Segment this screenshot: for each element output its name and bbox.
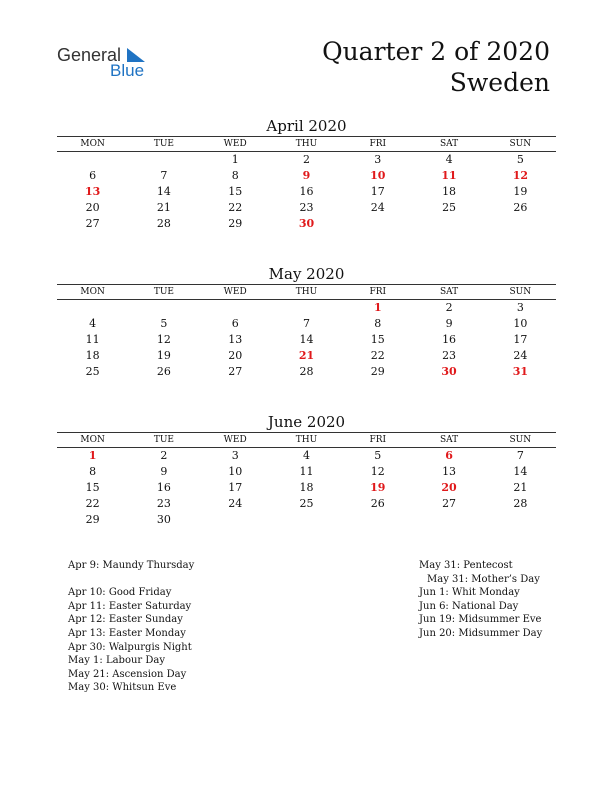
empty-day-cell: [271, 300, 342, 316]
day-cell: 2: [302, 153, 310, 166]
empty-day-cell: [200, 512, 271, 528]
day-cell: 22: [85, 497, 100, 510]
day-cell: 29: [370, 365, 385, 378]
page-title: Quarter 2 of 2020: [322, 37, 550, 66]
day-grid: [57, 448, 556, 528]
country-name: Sweden: [449, 68, 550, 97]
weekday-label: SUN: [509, 287, 532, 297]
month-june: [57, 412, 556, 528]
day-cell: 16: [156, 481, 171, 494]
day-cell: 28: [513, 497, 528, 510]
day-cell: 11: [299, 465, 314, 478]
day-cell: 29: [85, 513, 100, 526]
day-cell: 24: [228, 497, 243, 510]
day-cell: 17: [370, 185, 385, 198]
day-cell: 21: [156, 201, 171, 214]
day-cell: 26: [513, 201, 528, 214]
holiday-list-left: [68, 559, 194, 695]
weekday-label: SUN: [509, 435, 532, 445]
day-cell: 20: [441, 481, 457, 494]
weekday-header: [57, 432, 556, 448]
weekday-label: MON: [80, 139, 105, 149]
weekday-label: SAT: [439, 139, 459, 149]
day-cell: 25: [442, 201, 457, 214]
day-cell: 11: [441, 169, 457, 182]
weekday-label: TUE: [153, 139, 174, 149]
empty-day-cell: [200, 300, 271, 316]
day-cell: 5: [374, 449, 382, 462]
empty-day-cell: [128, 152, 199, 168]
weekday-label: THU: [295, 139, 318, 149]
empty-day-cell: [57, 152, 128, 168]
weekday-label: THU: [295, 287, 318, 297]
day-cell: 17: [513, 333, 528, 346]
day-cell: 27: [228, 365, 243, 378]
weekday-header: [57, 284, 556, 300]
weekday-label: MON: [80, 435, 105, 445]
holiday-note: May 31: Pentecost: [419, 560, 513, 571]
day-cell: 9: [160, 465, 168, 478]
day-cell: 15: [370, 333, 385, 346]
day-cell: 1: [231, 153, 239, 166]
day-cell: 6: [89, 169, 97, 182]
empty-day-cell: [485, 216, 556, 232]
holiday-note: Apr 10: Good Friday: [68, 587, 172, 599]
day-cell: 14: [156, 185, 171, 198]
day-cell: 10: [228, 465, 243, 478]
day-cell: 15: [85, 481, 100, 494]
weekday-label: FRI: [369, 435, 387, 445]
day-cell: 16: [299, 185, 314, 198]
holiday-note: Apr 12: Easter Sunday: [68, 614, 183, 626]
empty-day-cell: [342, 216, 413, 232]
weekday-label: WED: [223, 435, 247, 445]
day-cell: 12: [370, 465, 385, 478]
empty-day-cell: [485, 512, 556, 528]
weekday-label: SUN: [509, 139, 532, 149]
day-cell: 23: [299, 201, 314, 214]
day-cell: 11: [85, 333, 100, 346]
holiday-note: Jun 20: Midsummer Day: [419, 627, 543, 639]
day-cell: 9: [445, 317, 453, 330]
day-cell: 13: [442, 465, 457, 478]
holiday-note: Apr 9: Maundy Thursday: [68, 560, 195, 571]
empty-day-cell: [271, 512, 342, 528]
day-cell: 3: [231, 449, 239, 462]
weekday-label: THU: [295, 435, 318, 445]
day-cell: 7: [302, 317, 310, 330]
logo-word-blue: Blue: [110, 61, 145, 80]
day-cell: 13: [84, 185, 101, 198]
day-cell: 30: [156, 513, 171, 526]
holiday-list-right: [419, 559, 542, 641]
day-cell: 25: [299, 497, 314, 510]
day-cell: 30: [298, 217, 315, 230]
empty-day-cell: [128, 300, 199, 316]
day-cell: 5: [516, 153, 524, 166]
day-cell: 22: [370, 349, 385, 362]
day-cell: 12: [512, 169, 528, 182]
day-cell: 26: [370, 497, 385, 510]
empty-day-cell: [342, 512, 413, 528]
day-cell: 27: [85, 217, 100, 230]
day-cell: 1: [373, 301, 382, 314]
holiday-note: May 21: Ascension Day: [68, 668, 187, 680]
holiday-note: May 30: Whitsun Eve: [68, 682, 177, 694]
weekday-label: TUE: [153, 435, 174, 445]
day-cell: 26: [156, 365, 171, 378]
holiday-note: May 31: Mother’s Day: [427, 573, 540, 585]
holiday-note: Jun 1: Whit Monday: [419, 587, 520, 599]
month-may: [57, 264, 556, 380]
month-title: May 2020: [268, 265, 345, 283]
weekday-label: WED: [223, 139, 247, 149]
day-cell: 14: [513, 465, 528, 478]
day-cell: 15: [228, 185, 243, 198]
day-cell: 24: [370, 201, 385, 214]
day-cell: 1: [88, 449, 97, 462]
day-cell: 28: [299, 365, 314, 378]
day-cell: 30: [441, 365, 457, 378]
day-cell: 4: [445, 153, 453, 166]
day-cell: 3: [516, 301, 524, 314]
month-title: June 2020: [267, 413, 346, 431]
holiday-note: Apr 11: Easter Saturday: [68, 600, 192, 612]
day-cell: 14: [299, 333, 314, 346]
day-cell: 19: [156, 349, 171, 362]
day-cell: 21: [513, 481, 528, 494]
day-cell: 5: [160, 317, 168, 330]
logo-word-general: General: [57, 45, 122, 65]
day-cell: 28: [156, 217, 171, 230]
month-april: [57, 116, 556, 232]
day-cell: 2: [160, 449, 168, 462]
day-cell: 8: [89, 465, 97, 478]
holiday-note: Jun 6: National Day: [419, 600, 519, 612]
weekday-label: MON: [80, 287, 105, 297]
day-cell: 2: [445, 301, 453, 314]
empty-day-cell: [413, 216, 484, 232]
day-cell: 29: [228, 217, 243, 230]
day-cell: 18: [442, 185, 457, 198]
day-cell: 25: [85, 365, 100, 378]
day-cell: 3: [374, 153, 382, 166]
weekday-label: TUE: [153, 287, 174, 297]
day-cell: 23: [442, 349, 457, 362]
day-cell: 23: [156, 497, 171, 510]
brand-logo: [57, 43, 177, 83]
day-cell: 22: [228, 201, 243, 214]
day-cell: 17: [228, 481, 243, 494]
day-cell: 9: [302, 169, 311, 182]
day-grid: [57, 300, 556, 380]
day-cell: 18: [85, 349, 100, 362]
day-cell: 13: [228, 333, 243, 346]
weekday-label: FRI: [369, 287, 387, 297]
day-cell: 18: [299, 481, 314, 494]
month-title: April 2020: [266, 117, 347, 135]
holiday-note: [68, 573, 194, 587]
empty-day-cell: [57, 300, 128, 316]
day-cell: 31: [512, 365, 528, 378]
day-cell: 6: [445, 449, 453, 462]
holiday-note: Apr 13: Easter Monday: [68, 627, 186, 639]
day-cell: 24: [513, 349, 528, 362]
day-cell: 20: [228, 349, 243, 362]
day-cell: 7: [160, 169, 168, 182]
day-grid: [57, 152, 556, 232]
day-cell: 6: [231, 317, 239, 330]
day-cell: 10: [370, 169, 386, 182]
day-cell: 20: [85, 201, 100, 214]
day-cell: 4: [302, 449, 310, 462]
holiday-note: Jun 19: Midsummer Eve: [419, 614, 542, 626]
holiday-note: May 1: Labour Day: [68, 655, 165, 667]
day-cell: 10: [513, 317, 528, 330]
day-cell: 27: [442, 497, 457, 510]
weekday-label: FRI: [369, 139, 387, 149]
weekday-label: SAT: [439, 287, 459, 297]
day-cell: 19: [513, 185, 528, 198]
day-cell: 7: [516, 449, 524, 462]
empty-day-cell: [413, 512, 484, 528]
day-cell: 12: [156, 333, 171, 346]
day-cell: 21: [298, 349, 315, 362]
holiday-note: Apr 30: Walpurgis Night: [68, 641, 192, 653]
day-cell: 4: [89, 317, 97, 330]
weekday-label: WED: [223, 287, 247, 297]
day-cell: 19: [370, 481, 386, 494]
weekday-label: SAT: [439, 435, 459, 445]
day-cell: 16: [442, 333, 457, 346]
weekday-header: [57, 136, 556, 152]
day-cell: 8: [231, 169, 239, 182]
day-cell: 8: [374, 317, 382, 330]
